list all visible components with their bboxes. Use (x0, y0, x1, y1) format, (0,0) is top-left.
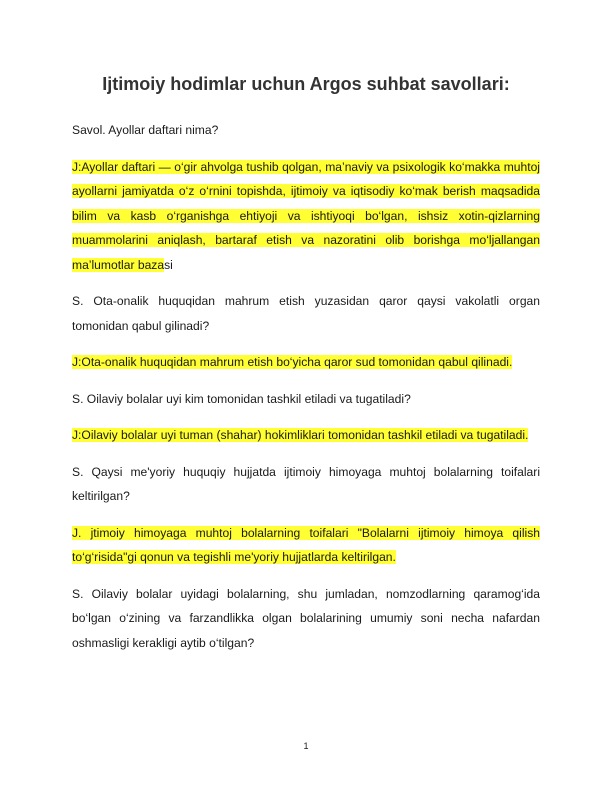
question-5-text: S. Oilaviy bolalar uyidagi bolalarning, shu jumladan, nomzodlarning qaramog‘ida bo‘lgan o‘zining va farzandlikka olgan bolalarining umumiy soni necha nafardan oshmasligi kerakligi aytib o‘tilgan? (72, 586, 540, 650)
answer-2 (72, 350, 540, 375)
document-body (72, 118, 540, 667)
question-1-text: Savol. Ayollar daftari nima? (72, 123, 219, 137)
question-2-text: S. Ota-onalik huquqidan mahrum etish yuzasidan qaror qaysi vakolatli organ tomonidan qabul gilinadi? (72, 294, 540, 333)
answer-1-plain: si (164, 257, 173, 272)
page-title: Ijtimoiy hodimlar uchun Argos suhbat savollari: (102, 74, 510, 94)
answer-1 (72, 155, 540, 278)
page-number: 1 (303, 741, 309, 751)
answer-4 (72, 521, 540, 570)
question-2 (72, 289, 540, 338)
answer-3-highlighted: J:Oilaviy bolalar uyi tuman (shahar) hokimliklari tomonidan tashkil etiladi va tugatiladi. (72, 428, 529, 442)
question-3-text: S. Oilaviy bolalar uyi kim tomonidan tashkil etiladi va tugatiladi? (72, 391, 411, 406)
answer-3 (72, 423, 540, 448)
question-1 (72, 118, 540, 143)
answer-1-highlighted: J:Ayollar daftari — o‘gir ahvolga tushib qolgan, ma’naviy va psixologik ko‘makka muhtoj ayollarni jamiyatda o‘z o‘rnini topishda, ijtimoiy va iqtisodiy ko‘mak berish maqsadida bilim va kasb o‘rganishga ehtiyoji va ishtiyoqi bo‘lgan, ishsiz xotin-qizlarning muammolarini aniqlash, bartaraf etish va nazoratini olib borishga mo‘ljallangan ma’lumotlar baza (72, 159, 540, 272)
answer-4-highlighted: J. jtimoiy himoyaga muhtoj bolalarning toifalari "Bolalarni ijtimoiy himoya qilish to‘g‘risida"gi qonun va tegishli me'yoriy hujjatlarda keltirilgan. (72, 525, 540, 564)
question-5 (72, 582, 540, 656)
question-3 (72, 387, 540, 412)
answer-2-highlighted: J:Ota-onalik huquqidan mahrum etish bo‘yicha qaror sud tomonidan qabul qilinadi. (72, 355, 513, 369)
question-4 (72, 460, 540, 509)
question-4-text: S. Qaysi me'yoriy huquqiy hujjatda ijtimoiy himoyaga muhtoj bolalarning toifalari keltirilgan? (72, 464, 540, 503)
